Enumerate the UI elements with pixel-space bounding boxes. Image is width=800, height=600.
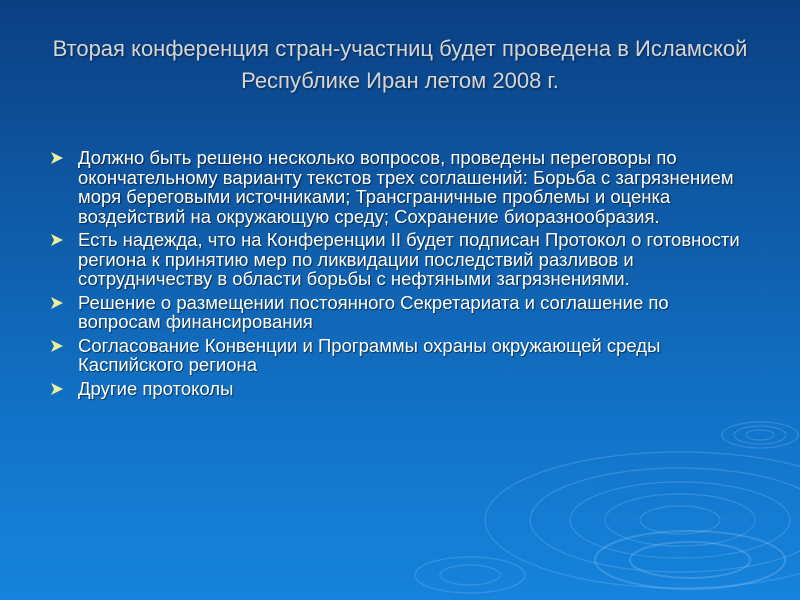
list-item [50, 379, 750, 399]
arrowhead-bullet-icon [50, 339, 64, 353]
bullet-text: Должно быть решено несколько вопросов, проведены переговоры по окончательному варианту текстов трех соглашений: Борьба с загрязнением моря береговыми источниками; Трансграничные проблемы и оценка воздействий на окружающую среду; Сохранение биоразнообразия. [78, 147, 734, 227]
list-item [50, 148, 750, 226]
list-item [50, 230, 750, 289]
arrowhead-bullet-icon [50, 296, 64, 310]
list-item [50, 293, 750, 332]
arrowhead-bullet-icon [50, 151, 64, 165]
bullet-text: Другие протоколы [78, 377, 234, 399]
arrowhead-bullet-icon [50, 382, 64, 396]
arrowhead-bullet-icon [50, 233, 64, 247]
slide-title: Вторая конференция стран-участниц будет проведена в Исламской Республике Иран летом 2008 г. [52, 36, 748, 93]
bullet-text: Решение о размещении постоянного Секретариата и соглашение по вопросам финансирования [78, 291, 669, 332]
list-item [50, 336, 750, 375]
bullet-text: Есть надежда, что на Конференции II будет подписан Протокол о готовности региона к принятию мер по ликвидации последствий разливов и сотрудничеству в области борьбы с нефтяными загрязнениями. [78, 229, 740, 289]
bullet-list [50, 148, 750, 402]
bullet-text: Согласование Конвенции и Программы охраны окружающей среды Каспийского региона [78, 334, 661, 375]
